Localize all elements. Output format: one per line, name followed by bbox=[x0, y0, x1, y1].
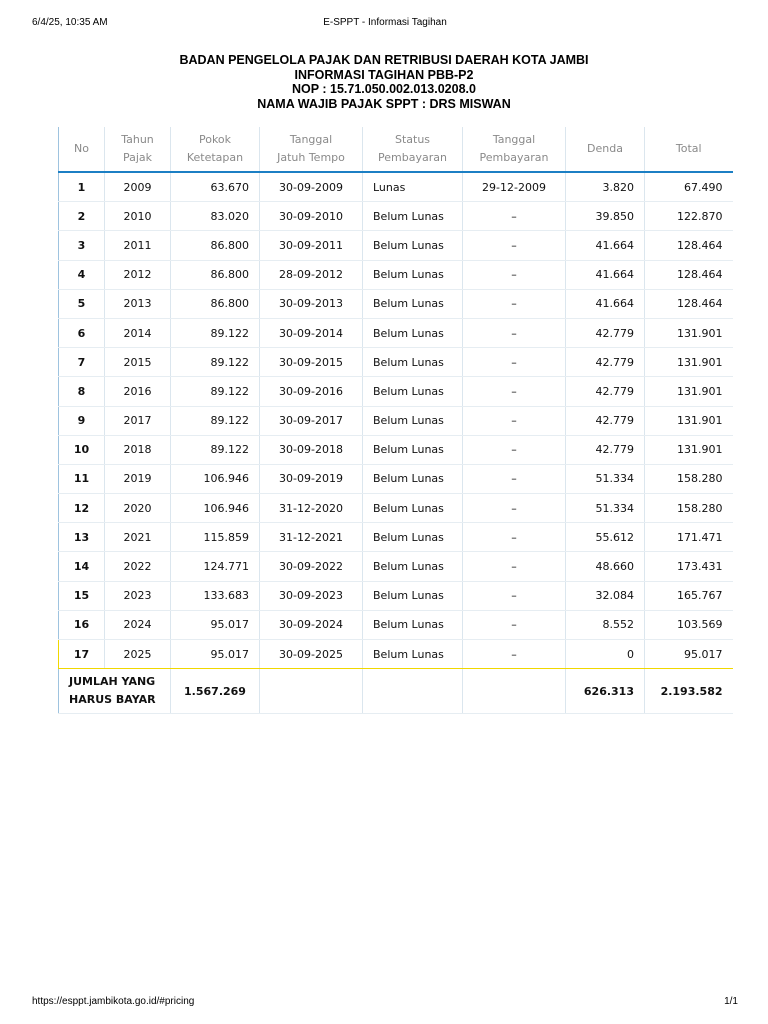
principal-amount: 86.800 bbox=[171, 289, 260, 318]
principal-amount: 124.771 bbox=[171, 552, 260, 581]
payment-date: – bbox=[463, 202, 566, 231]
table-footer bbox=[59, 669, 733, 714]
payment-status: Belum Lunas bbox=[363, 523, 463, 552]
table-row bbox=[59, 435, 733, 464]
total-empty-cell bbox=[463, 669, 566, 714]
payment-status: Belum Lunas bbox=[363, 318, 463, 347]
due-date: 30-09-2022 bbox=[260, 552, 363, 581]
payment-date: – bbox=[463, 406, 566, 435]
payment-date: – bbox=[463, 552, 566, 581]
due-date: 30-09-2019 bbox=[260, 464, 363, 493]
tax-year: 2025 bbox=[105, 640, 171, 669]
principal-amount: 89.122 bbox=[171, 435, 260, 464]
total-amount: 122.870 bbox=[645, 202, 733, 231]
taxpayer-name: NAMA WAJIB PAJAK SPPT : DRS MISWAN bbox=[257, 96, 511, 111]
payment-status: Belum Lunas bbox=[363, 202, 463, 231]
due-date: 30-09-2024 bbox=[260, 610, 363, 639]
total-amount: 131.901 bbox=[645, 318, 733, 347]
total-empty-cell bbox=[260, 669, 363, 714]
penalty-amount: 8.552 bbox=[566, 610, 645, 639]
due-date: 30-09-2015 bbox=[260, 348, 363, 377]
due-date: 28-09-2012 bbox=[260, 260, 363, 289]
payment-date: – bbox=[463, 494, 566, 523]
payment-status: Belum Lunas bbox=[363, 348, 463, 377]
row-number: 11 bbox=[59, 464, 105, 493]
penalty-amount: 48.660 bbox=[566, 552, 645, 581]
table-row bbox=[59, 552, 733, 581]
tax-year: 2013 bbox=[105, 289, 171, 318]
payment-date: – bbox=[463, 640, 566, 669]
total-amount: 128.464 bbox=[645, 260, 733, 289]
tax-year: 2023 bbox=[105, 581, 171, 610]
print-page-title: E-SPPT - Informasi Tagihan bbox=[323, 17, 447, 28]
total-denda: 626.313 bbox=[566, 669, 645, 714]
row-number: 15 bbox=[59, 581, 105, 610]
tax-year: 2014 bbox=[105, 318, 171, 347]
principal-amount: 89.122 bbox=[171, 348, 260, 377]
table-row bbox=[59, 231, 733, 260]
row-number: 16 bbox=[59, 610, 105, 639]
due-date: 31-12-2020 bbox=[260, 494, 363, 523]
payment-status: Belum Lunas bbox=[363, 494, 463, 523]
page-number: 1/1 bbox=[724, 996, 738, 1007]
table-row bbox=[59, 260, 733, 289]
row-number: 10 bbox=[59, 435, 105, 464]
tax-year: 2024 bbox=[105, 610, 171, 639]
payment-date: – bbox=[463, 523, 566, 552]
payment-date: – bbox=[463, 581, 566, 610]
payment-date: – bbox=[463, 610, 566, 639]
principal-amount: 106.946 bbox=[171, 494, 260, 523]
table-row bbox=[59, 348, 733, 377]
column-header-pokok-ketetapan: Pokok Ketetapan bbox=[171, 127, 260, 172]
row-number: 7 bbox=[59, 348, 105, 377]
payment-date: – bbox=[463, 260, 566, 289]
penalty-amount: 41.664 bbox=[566, 231, 645, 260]
principal-amount: 115.859 bbox=[171, 523, 260, 552]
tax-year: 2021 bbox=[105, 523, 171, 552]
table-row bbox=[59, 494, 733, 523]
print-url: https://esppt.jambikota.go.id/#pricing bbox=[32, 996, 195, 1007]
table-row bbox=[59, 289, 733, 318]
principal-amount: 106.946 bbox=[171, 464, 260, 493]
principal-amount: 83.020 bbox=[171, 202, 260, 231]
row-number: 14 bbox=[59, 552, 105, 581]
column-header-no: No bbox=[59, 127, 105, 172]
total-amount: 67.490 bbox=[645, 172, 733, 202]
payment-date: – bbox=[463, 289, 566, 318]
tax-year: 2019 bbox=[105, 464, 171, 493]
row-number: 8 bbox=[59, 377, 105, 406]
tax-year: 2012 bbox=[105, 260, 171, 289]
payment-date: – bbox=[463, 348, 566, 377]
row-number: 1 bbox=[59, 172, 105, 202]
total-amount: 173.431 bbox=[645, 552, 733, 581]
total-amount: 2.193.582 bbox=[645, 669, 733, 714]
penalty-amount: 39.850 bbox=[566, 202, 645, 231]
payment-status: Belum Lunas bbox=[363, 640, 463, 669]
total-amount: 128.464 bbox=[645, 289, 733, 318]
table-row bbox=[59, 172, 733, 202]
penalty-amount: 32.084 bbox=[566, 581, 645, 610]
row-number: 4 bbox=[59, 260, 105, 289]
penalty-amount: 41.664 bbox=[566, 260, 645, 289]
table-row bbox=[59, 640, 733, 669]
tax-year: 2020 bbox=[105, 494, 171, 523]
document-header bbox=[0, 53, 768, 111]
due-date: 31-12-2021 bbox=[260, 523, 363, 552]
payment-status: Belum Lunas bbox=[363, 377, 463, 406]
due-date: 30-09-2014 bbox=[260, 318, 363, 347]
principal-amount: 95.017 bbox=[171, 610, 260, 639]
penalty-amount: 55.612 bbox=[566, 523, 645, 552]
table-header bbox=[59, 127, 733, 172]
due-date: 30-09-2011 bbox=[260, 231, 363, 260]
total-amount: 158.280 bbox=[645, 494, 733, 523]
total-empty-cell bbox=[363, 669, 463, 714]
total-amount: 131.901 bbox=[645, 406, 733, 435]
payment-status: Belum Lunas bbox=[363, 260, 463, 289]
penalty-amount: 51.334 bbox=[566, 494, 645, 523]
total-pokok: 1.567.269 bbox=[171, 669, 260, 714]
total-amount: 131.901 bbox=[645, 435, 733, 464]
payment-status: Belum Lunas bbox=[363, 464, 463, 493]
principal-amount: 89.122 bbox=[171, 377, 260, 406]
payment-date: 29-12-2009 bbox=[463, 172, 566, 202]
total-label: JUMLAH YANG HARUS BAYAR bbox=[59, 669, 171, 714]
tax-year: 2009 bbox=[105, 172, 171, 202]
payment-date: – bbox=[463, 435, 566, 464]
due-date: 30-09-2018 bbox=[260, 435, 363, 464]
penalty-amount: 41.664 bbox=[566, 289, 645, 318]
total-amount: 128.464 bbox=[645, 231, 733, 260]
payment-status: Lunas bbox=[363, 172, 463, 202]
due-date: 30-09-2010 bbox=[260, 202, 363, 231]
penalty-amount: 42.779 bbox=[566, 406, 645, 435]
total-amount: 131.901 bbox=[645, 348, 733, 377]
column-header-tahun-pajak: Tahun Pajak bbox=[105, 127, 171, 172]
total-amount: 165.767 bbox=[645, 581, 733, 610]
print-datetime: 6/4/25, 10:35 AM bbox=[32, 17, 108, 28]
due-date: 30-09-2013 bbox=[260, 289, 363, 318]
payment-status: Belum Lunas bbox=[363, 406, 463, 435]
due-date: 30-09-2016 bbox=[260, 377, 363, 406]
column-header-total: Total bbox=[645, 127, 733, 172]
tax-year: 2010 bbox=[105, 202, 171, 231]
table-row bbox=[59, 406, 733, 435]
payment-status: Belum Lunas bbox=[363, 610, 463, 639]
penalty-amount: 0 bbox=[566, 640, 645, 669]
payment-date: – bbox=[463, 231, 566, 260]
payment-status: Belum Lunas bbox=[363, 435, 463, 464]
total-amount: 131.901 bbox=[645, 377, 733, 406]
due-date: 30-09-2009 bbox=[260, 172, 363, 202]
penalty-amount: 3.820 bbox=[566, 172, 645, 202]
payment-status: Belum Lunas bbox=[363, 289, 463, 318]
principal-amount: 86.800 bbox=[171, 231, 260, 260]
due-date: 30-09-2025 bbox=[260, 640, 363, 669]
total-amount: 103.569 bbox=[645, 610, 733, 639]
penalty-amount: 51.334 bbox=[566, 464, 645, 493]
tax-year: 2011 bbox=[105, 231, 171, 260]
payment-date: – bbox=[463, 318, 566, 347]
penalty-amount: 42.779 bbox=[566, 377, 645, 406]
row-number: 9 bbox=[59, 406, 105, 435]
total-row bbox=[59, 669, 733, 714]
tax-year: 2018 bbox=[105, 435, 171, 464]
principal-amount: 89.122 bbox=[171, 406, 260, 435]
due-date: 30-09-2023 bbox=[260, 581, 363, 610]
principal-amount: 89.122 bbox=[171, 318, 260, 347]
penalty-amount: 42.779 bbox=[566, 318, 645, 347]
penalty-amount: 42.779 bbox=[566, 435, 645, 464]
row-number: 12 bbox=[59, 494, 105, 523]
column-header-denda: Denda bbox=[566, 127, 645, 172]
table-row bbox=[59, 202, 733, 231]
table-row bbox=[59, 523, 733, 552]
principal-amount: 133.683 bbox=[171, 581, 260, 610]
table-row bbox=[59, 377, 733, 406]
print-header bbox=[32, 17, 738, 31]
agency-name: BADAN PENGELOLA PAJAK DAN RETRIBUSI DAERAH KOTA JAMBI bbox=[179, 53, 589, 67]
billing-table bbox=[58, 127, 733, 714]
document-title: INFORMASI TAGIHAN PBB-P2 bbox=[294, 67, 474, 82]
column-header-jatuh-tempo: Tanggal Jatuh Tempo bbox=[260, 127, 363, 172]
column-header-tanggal-pembayaran: Tanggal Pembayaran bbox=[463, 127, 566, 172]
payment-status: Belum Lunas bbox=[363, 581, 463, 610]
payment-date: – bbox=[463, 464, 566, 493]
print-footer bbox=[32, 996, 738, 1010]
row-number: 6 bbox=[59, 318, 105, 347]
row-number: 17 bbox=[59, 640, 105, 669]
column-header-status-pembayaran: Status Pembayaran bbox=[363, 127, 463, 172]
payment-status: Belum Lunas bbox=[363, 231, 463, 260]
table-row bbox=[59, 581, 733, 610]
principal-amount: 95.017 bbox=[171, 640, 260, 669]
tax-year: 2016 bbox=[105, 377, 171, 406]
row-number: 3 bbox=[59, 231, 105, 260]
nop-number: NOP : 15.71.050.002.013.0208.0 bbox=[292, 82, 476, 96]
tax-year: 2022 bbox=[105, 552, 171, 581]
tax-year: 2017 bbox=[105, 406, 171, 435]
total-amount: 158.280 bbox=[645, 464, 733, 493]
row-number: 5 bbox=[59, 289, 105, 318]
table-row bbox=[59, 464, 733, 493]
table-row bbox=[59, 318, 733, 347]
total-amount: 171.471 bbox=[645, 523, 733, 552]
row-number: 2 bbox=[59, 202, 105, 231]
principal-amount: 86.800 bbox=[171, 260, 260, 289]
table-body bbox=[59, 172, 733, 669]
principal-amount: 63.670 bbox=[171, 172, 260, 202]
penalty-amount: 42.779 bbox=[566, 348, 645, 377]
row-number: 13 bbox=[59, 523, 105, 552]
payment-date: – bbox=[463, 377, 566, 406]
due-date: 30-09-2017 bbox=[260, 406, 363, 435]
tax-year: 2015 bbox=[105, 348, 171, 377]
payment-status: Belum Lunas bbox=[363, 552, 463, 581]
table-row bbox=[59, 610, 733, 639]
total-amount: 95.017 bbox=[645, 640, 733, 669]
